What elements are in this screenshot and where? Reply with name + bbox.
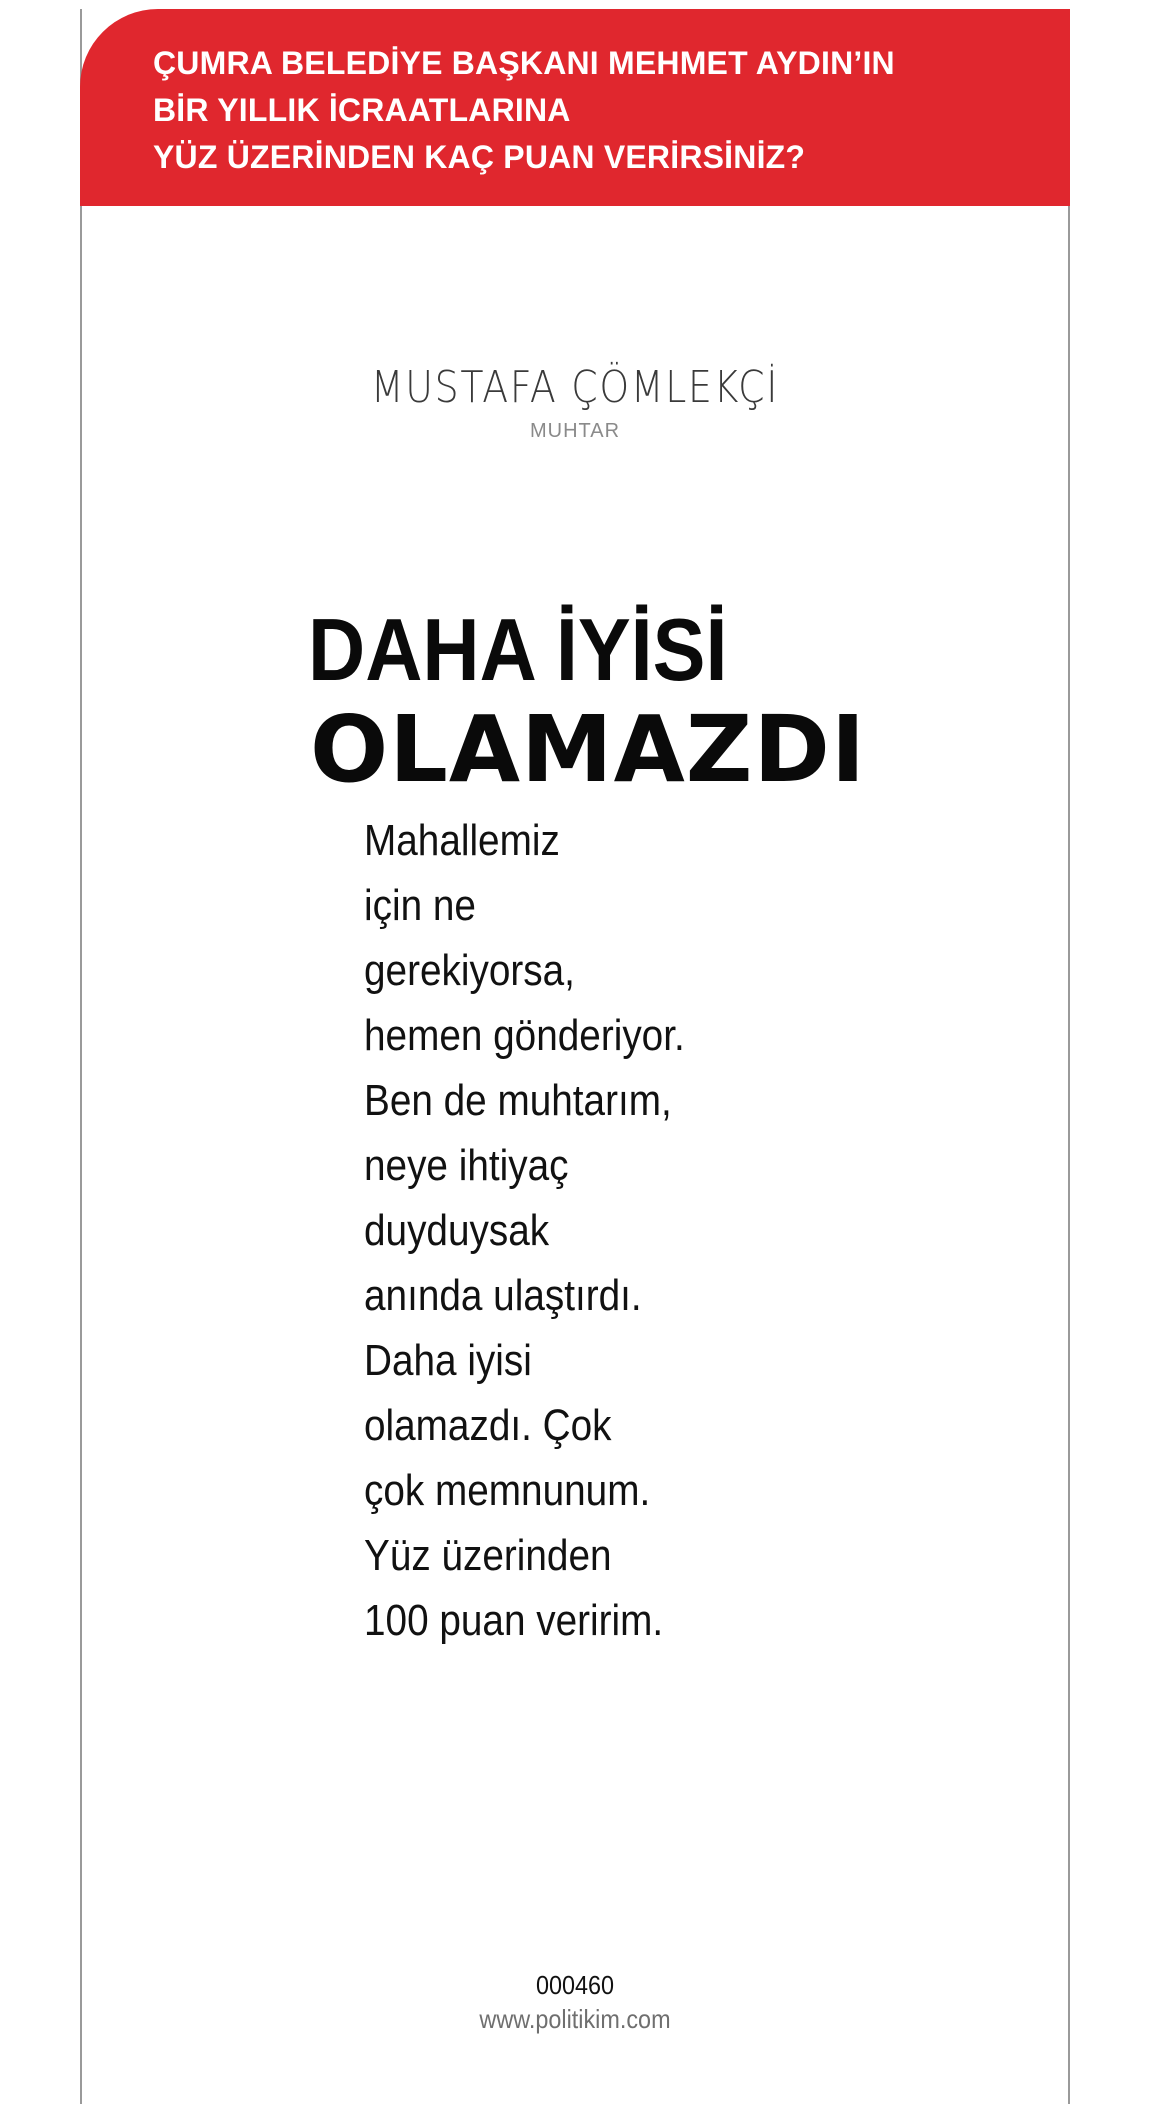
footer-code: 000460 bbox=[535, 1970, 615, 2000]
header-banner bbox=[80, 9, 1070, 206]
headline-line-2: OLAMAZDI bbox=[310, 696, 867, 803]
quote-text bbox=[364, 808, 685, 1653]
survey-question-line: ÇUMRA BELEDİYE BAŞKANI MEHMET AYDIN’IN bbox=[153, 45, 895, 81]
survey-question bbox=[153, 40, 895, 181]
quote-line: hemen gönderiyor. bbox=[364, 1011, 685, 1060]
headline-line-1: DAHA İYİSİ bbox=[308, 600, 728, 699]
quote-line: Daha iyisi bbox=[364, 1336, 532, 1385]
quote-line: için ne bbox=[364, 881, 476, 930]
quote-line: olamazdı. Çok bbox=[364, 1401, 612, 1450]
quote-line: çok memnunum. bbox=[364, 1466, 651, 1515]
quote-line: gerekiyorsa, bbox=[364, 946, 575, 995]
person-title: MUHTAR bbox=[529, 420, 621, 442]
survey-question-line: YÜZ ÜZERİNDEN KAÇ PUAN VERİRSİNİZ? bbox=[153, 139, 806, 175]
quote-line: duyduysak bbox=[364, 1206, 550, 1255]
survey-question-line: BİR YILLIK İCRAATLARINA bbox=[153, 92, 571, 128]
quote-line: anında ulaştırdı. bbox=[364, 1271, 642, 1320]
quote-line: Yüz üzerinden bbox=[364, 1531, 612, 1580]
footer-url[interactable]: www.politikim.com bbox=[479, 2004, 671, 2034]
quote-line: 100 puan veririm. bbox=[364, 1596, 664, 1645]
person-name: MUSTAFA ÇÖMLEKÇİ bbox=[370, 362, 780, 413]
quote-line: Ben de muhtarım, bbox=[364, 1076, 672, 1125]
quote-line: neye ihtiyaç bbox=[364, 1141, 569, 1190]
quote-line: Mahallemiz bbox=[364, 816, 560, 865]
